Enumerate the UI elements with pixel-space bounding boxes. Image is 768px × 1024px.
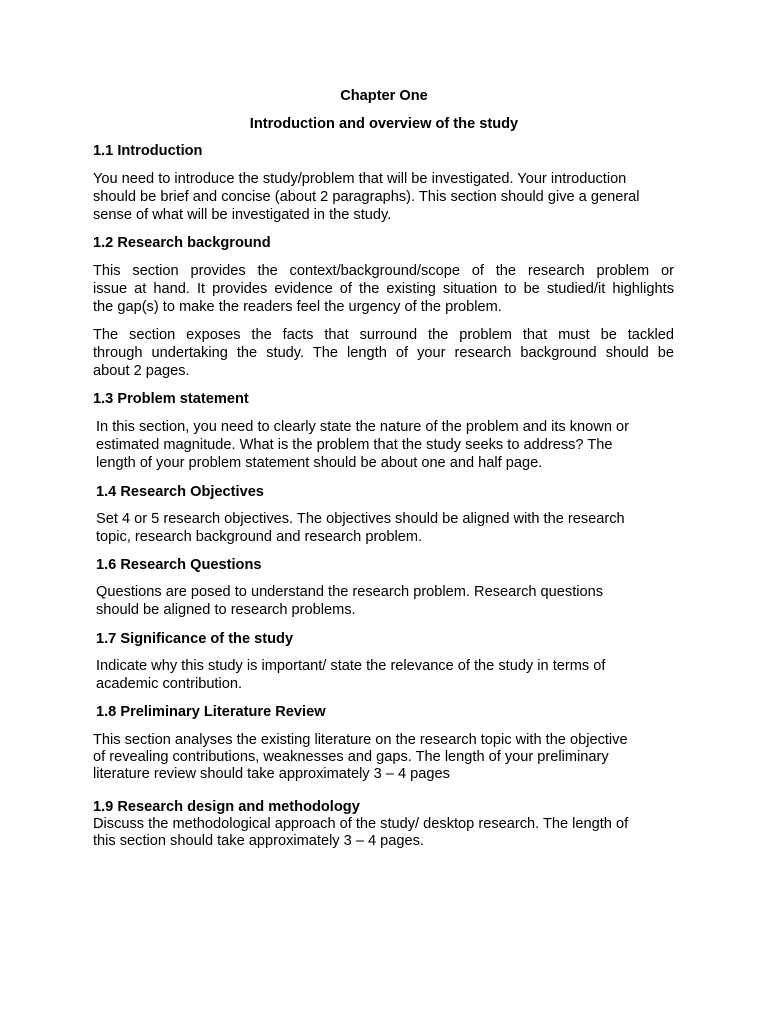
paragraph-line: issue at hand. It provides evidence of the existing situation to be studied/it highlights (93, 281, 674, 297)
paragraph-line: In this section, you need to clearly state the nature of the problem and its known or (96, 419, 629, 435)
section-heading-significance: 1.7 Significance of the study (96, 631, 294, 647)
paragraph-line: academic contribution. (96, 676, 243, 692)
paragraph-line: this section should take approximately 3 – 4 pages. (93, 833, 424, 849)
paragraph-line: This section analyses the existing literature on the research topic with the objective (93, 732, 628, 748)
paragraph-line: You need to introduce the study/problem that will be investigated. Your introduction (93, 171, 627, 187)
paragraph-line: through undertaking the study. The length of your research background should be (93, 345, 674, 361)
paragraph-line: length of your problem statement should be about one and half page. (96, 455, 543, 471)
paragraph-line: about 2 pages. (93, 363, 190, 379)
paragraph-line: Questions are posed to understand the research problem. Research questions (96, 584, 604, 600)
background-paragraph-1 (93, 262, 674, 316)
paragraph-line: should be brief and concise (about 2 paragraphs). This section should give a general (93, 189, 640, 205)
section-heading-problem-statement: 1.3 Problem statement (93, 391, 249, 407)
paragraph-line: should be aligned to research problems. (96, 602, 356, 618)
paragraph-line: the gap(s) to make the readers feel the urgency of the problem. (93, 299, 502, 315)
paragraph-line: Indicate why this study is important/ state the relevance of the study in terms of (96, 658, 606, 674)
section-heading-research-design: 1.9 Research design and methodology (93, 799, 360, 815)
paragraph-line: Set 4 or 5 research objectives. The objectives should be aligned with the research (96, 511, 625, 527)
paragraph-line: literature review should take approximately 3 – 4 pages (93, 766, 450, 782)
paragraph-line: of revealing contributions, weaknesses and gaps. The length of your preliminary (93, 749, 609, 765)
chapter-title: Chapter One (340, 88, 428, 104)
paragraph-line: The section exposes the facts that surround the problem that must be tackled (93, 327, 674, 343)
section-heading-literature-review: 1.8 Preliminary Literature Review (96, 704, 326, 720)
paragraph-line: estimated magnitude. What is the problem that the study seeks to address? The (96, 437, 613, 453)
section-heading-research-background: 1.2 Research background (93, 235, 271, 251)
chapter-subtitle: Introduction and overview of the study (249, 116, 519, 132)
paragraph-line: Discuss the methodological approach of the study/ desktop research. The length of (93, 816, 629, 832)
section-heading-research-objectives: 1.4 Research Objectives (96, 484, 264, 500)
paragraph-line: sense of what will be investigated in the study. (93, 207, 392, 223)
paragraph-line: This section provides the context/background/scope of the research problem or (93, 263, 674, 279)
section-heading-research-questions: 1.6 Research Questions (96, 557, 262, 573)
paragraph-line: topic, research background and research problem. (96, 529, 423, 545)
background-paragraph-2 (93, 326, 674, 380)
section-heading-introduction: 1.1 Introduction (93, 143, 203, 159)
